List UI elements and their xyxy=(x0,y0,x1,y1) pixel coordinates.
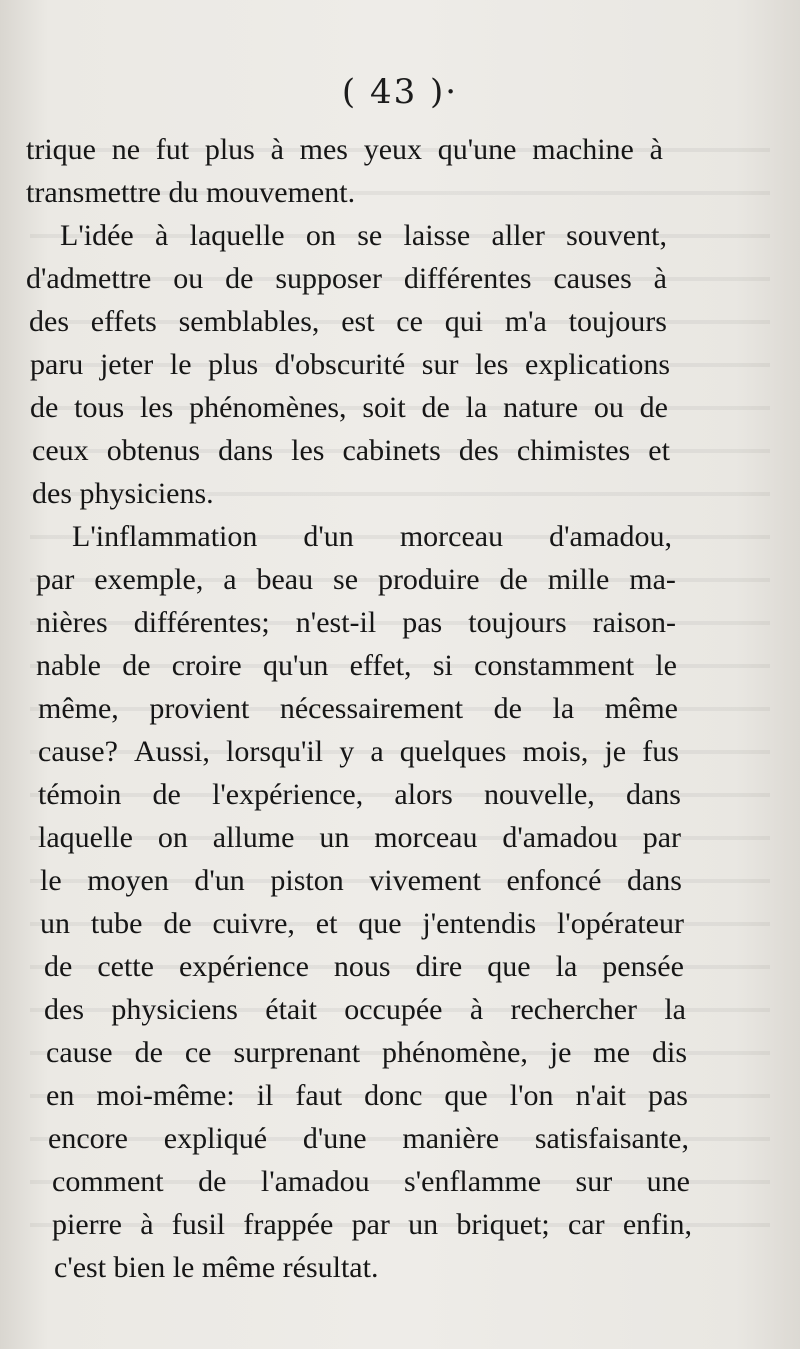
text-line xyxy=(29,300,667,344)
word: moi-même: xyxy=(96,1079,235,1112)
word: car xyxy=(567,1208,605,1241)
text-line xyxy=(46,1031,687,1075)
word: témoin xyxy=(38,778,122,811)
word: provient xyxy=(149,692,250,725)
word: aller xyxy=(491,219,545,252)
word: manière xyxy=(402,1122,500,1155)
word: nouvelle, xyxy=(483,778,595,811)
word: fut xyxy=(155,133,190,166)
word: des xyxy=(458,434,499,467)
text-line xyxy=(38,687,678,731)
word: d'une xyxy=(302,1122,367,1155)
word: la xyxy=(465,391,488,424)
page-number: ( 43 )· xyxy=(341,72,459,112)
text-line xyxy=(38,816,681,860)
word: à xyxy=(270,133,284,166)
word: de xyxy=(198,1165,227,1198)
word: cuivre, xyxy=(212,907,295,940)
word: comment xyxy=(52,1165,164,1198)
text-line xyxy=(38,773,681,817)
word: obtenus xyxy=(106,434,201,467)
word: physiciens xyxy=(111,993,238,1026)
word: a xyxy=(370,735,384,768)
word: pierre xyxy=(52,1208,122,1241)
word: cause xyxy=(46,1036,113,1069)
word: souvent, xyxy=(566,219,667,252)
word: la xyxy=(555,950,578,983)
word: ce xyxy=(184,1036,212,1069)
word: de xyxy=(152,778,181,811)
word: donc xyxy=(364,1079,423,1112)
text-line xyxy=(26,128,663,172)
word: exemple, xyxy=(94,563,204,596)
word: et xyxy=(648,434,670,467)
word: nable xyxy=(36,649,101,682)
word: mois, xyxy=(522,735,589,768)
word: expliqué xyxy=(163,1122,268,1155)
word: raison- xyxy=(592,606,676,639)
word: la xyxy=(664,993,686,1026)
word: de xyxy=(44,950,73,983)
word: qu'une xyxy=(437,133,517,166)
word: moyen xyxy=(87,864,169,897)
word: satisfaisante, xyxy=(534,1122,689,1155)
word: et xyxy=(315,907,338,940)
word: qui xyxy=(444,305,484,338)
word: ou xyxy=(173,262,204,295)
word: dans xyxy=(625,778,681,811)
word: fusil xyxy=(171,1208,226,1241)
word: explications xyxy=(525,348,670,381)
word: un xyxy=(40,907,70,940)
word: Aussi, xyxy=(134,735,210,768)
word: soit xyxy=(362,391,406,424)
word: yeux xyxy=(363,133,423,166)
text-line xyxy=(40,859,682,903)
text-line xyxy=(44,988,686,1032)
word: on xyxy=(305,219,336,252)
word: pensée xyxy=(602,950,684,983)
word: on xyxy=(157,821,188,854)
word: de xyxy=(639,391,668,424)
text-line xyxy=(26,257,667,301)
word: n'est-il xyxy=(295,606,377,639)
word: l'opérateur xyxy=(556,907,684,940)
word: le xyxy=(40,864,62,897)
word: me xyxy=(593,1036,631,1069)
word: faut xyxy=(295,1079,343,1112)
word: trique xyxy=(26,133,96,166)
word: d'amadou, xyxy=(549,520,672,553)
word: expérience xyxy=(178,950,309,983)
word: pas xyxy=(647,1079,688,1112)
word: nous xyxy=(333,950,391,983)
word: sur xyxy=(575,1165,613,1198)
word: des xyxy=(44,993,84,1026)
word: d'admettre xyxy=(26,262,152,295)
text-line xyxy=(48,1117,689,1161)
word: se xyxy=(357,219,383,252)
word: laquelle xyxy=(189,219,285,252)
word: tube xyxy=(90,907,143,940)
word: briquet; xyxy=(456,1208,550,1241)
word: en xyxy=(46,1079,75,1112)
word: toujours xyxy=(568,305,667,338)
word: fus xyxy=(642,735,679,768)
word: le xyxy=(169,348,192,381)
word: cabinets xyxy=(342,434,441,467)
word: une xyxy=(646,1165,690,1198)
word: la xyxy=(552,692,575,725)
word: par xyxy=(36,563,75,596)
word: même xyxy=(604,692,678,725)
word: sur xyxy=(421,348,459,381)
word: il xyxy=(256,1079,274,1112)
word: pas xyxy=(402,606,443,639)
text-line: transmettre du mouvement. xyxy=(26,176,356,209)
word: rechercher xyxy=(510,993,638,1026)
text-line xyxy=(40,902,684,946)
word: cause? xyxy=(38,735,118,768)
word: de xyxy=(30,391,59,424)
word: alors xyxy=(394,778,453,811)
word: par xyxy=(642,821,681,854)
word: m'a xyxy=(504,305,547,338)
word: dans xyxy=(218,434,274,467)
word: cette xyxy=(97,950,154,983)
word: a xyxy=(223,563,237,596)
word: supposer xyxy=(275,262,382,295)
word: semblables, xyxy=(178,305,320,338)
word: à xyxy=(155,219,169,252)
word: à xyxy=(140,1208,154,1241)
word: l'amadou xyxy=(260,1165,370,1198)
text-line: des physiciens. xyxy=(32,477,214,510)
word: différentes xyxy=(403,262,532,295)
word: de xyxy=(122,649,151,682)
word: produire xyxy=(377,563,480,596)
word: l'on xyxy=(509,1079,554,1112)
word: à xyxy=(469,993,484,1026)
word: les xyxy=(291,434,325,467)
word: morceau xyxy=(399,520,504,553)
word: que xyxy=(487,950,531,983)
word: je xyxy=(549,1036,572,1069)
text-line xyxy=(30,343,670,387)
word: de xyxy=(163,907,192,940)
word: d'un xyxy=(194,864,245,897)
word: d'obscurité xyxy=(274,348,406,381)
word: morceau xyxy=(374,821,478,854)
word: les xyxy=(139,391,174,424)
word: mes xyxy=(299,133,348,166)
word: plus xyxy=(208,348,259,381)
word: occupée xyxy=(344,993,443,1026)
word: n'ait xyxy=(575,1079,626,1112)
text-line xyxy=(44,945,684,989)
word: de xyxy=(493,692,522,725)
word: différentes; xyxy=(133,606,270,639)
word: d'amadou xyxy=(502,821,618,854)
word: nières xyxy=(36,606,108,639)
word: ce xyxy=(396,305,423,338)
word: j'entendis xyxy=(422,907,537,940)
text-line xyxy=(36,558,676,602)
word: même, xyxy=(38,692,119,725)
word: constamment xyxy=(474,649,635,682)
word: si xyxy=(432,649,453,682)
word: laisse xyxy=(403,219,471,252)
word: croire xyxy=(171,649,242,682)
word: L'idée xyxy=(60,219,134,252)
word: L'inflammation xyxy=(72,520,258,553)
word: dans xyxy=(626,864,682,897)
word: nécessairement xyxy=(279,692,464,725)
word: lorsqu'il xyxy=(226,735,324,768)
word: frappée xyxy=(243,1208,334,1241)
word: ma- xyxy=(629,563,676,596)
word: les xyxy=(475,348,509,381)
word: un xyxy=(408,1208,439,1241)
word: phénomènes, xyxy=(189,391,347,424)
word: surprenant xyxy=(233,1036,361,1069)
word: piston xyxy=(270,864,344,897)
word: mille xyxy=(547,563,610,596)
word: que xyxy=(358,907,402,940)
word: est xyxy=(341,305,375,338)
word: dis xyxy=(651,1036,687,1069)
word: était xyxy=(265,993,317,1026)
word: laquelle xyxy=(38,821,133,854)
word: d'un xyxy=(303,520,354,553)
word: qu'un xyxy=(263,649,329,682)
word: de xyxy=(225,262,254,295)
word: machine xyxy=(532,133,634,166)
word: quelques xyxy=(399,735,507,768)
word: phénomène, xyxy=(382,1036,528,1069)
word: toujours xyxy=(468,606,567,639)
word: enfin, xyxy=(622,1208,692,1241)
word: paru xyxy=(30,348,84,381)
word: à xyxy=(653,262,667,295)
text-line xyxy=(36,644,677,688)
word: dire xyxy=(415,950,463,983)
word: chimistes xyxy=(516,434,631,467)
word: ceux xyxy=(32,434,89,467)
word: de xyxy=(134,1036,163,1069)
text-line xyxy=(46,1074,688,1118)
word: encore xyxy=(48,1122,128,1155)
word: effet, xyxy=(349,649,412,682)
word: de xyxy=(499,563,528,596)
text-line xyxy=(52,1160,690,1204)
word: je xyxy=(604,735,627,768)
text-line xyxy=(38,730,679,774)
word: effets xyxy=(90,305,157,338)
text-line xyxy=(72,515,672,559)
word: s'enflamme xyxy=(404,1165,542,1198)
word: des xyxy=(29,305,69,338)
word: jeter xyxy=(99,348,154,381)
word: enfoncé xyxy=(506,864,602,897)
word: y xyxy=(339,735,355,768)
text-line xyxy=(60,214,667,258)
text-line xyxy=(36,601,676,645)
word: l'expérience, xyxy=(212,778,364,811)
word: se xyxy=(333,563,359,596)
text-line xyxy=(30,386,668,430)
word: que xyxy=(444,1079,488,1112)
word: de xyxy=(421,391,450,424)
word: beau xyxy=(256,563,314,596)
text-line xyxy=(32,429,670,473)
word: ou xyxy=(593,391,624,424)
word: à xyxy=(649,133,663,166)
word: un xyxy=(319,821,350,854)
word: ne xyxy=(111,133,141,166)
word: par xyxy=(351,1208,390,1241)
word: allume xyxy=(212,821,295,854)
word: tous xyxy=(74,391,125,424)
word: nature xyxy=(503,391,579,424)
word: le xyxy=(655,649,677,682)
word: plus xyxy=(204,133,255,166)
text-line: c'est bien le même résultat. xyxy=(54,1251,379,1284)
text-line xyxy=(52,1203,692,1247)
word: causes xyxy=(553,262,632,295)
word: vivement xyxy=(369,864,481,897)
